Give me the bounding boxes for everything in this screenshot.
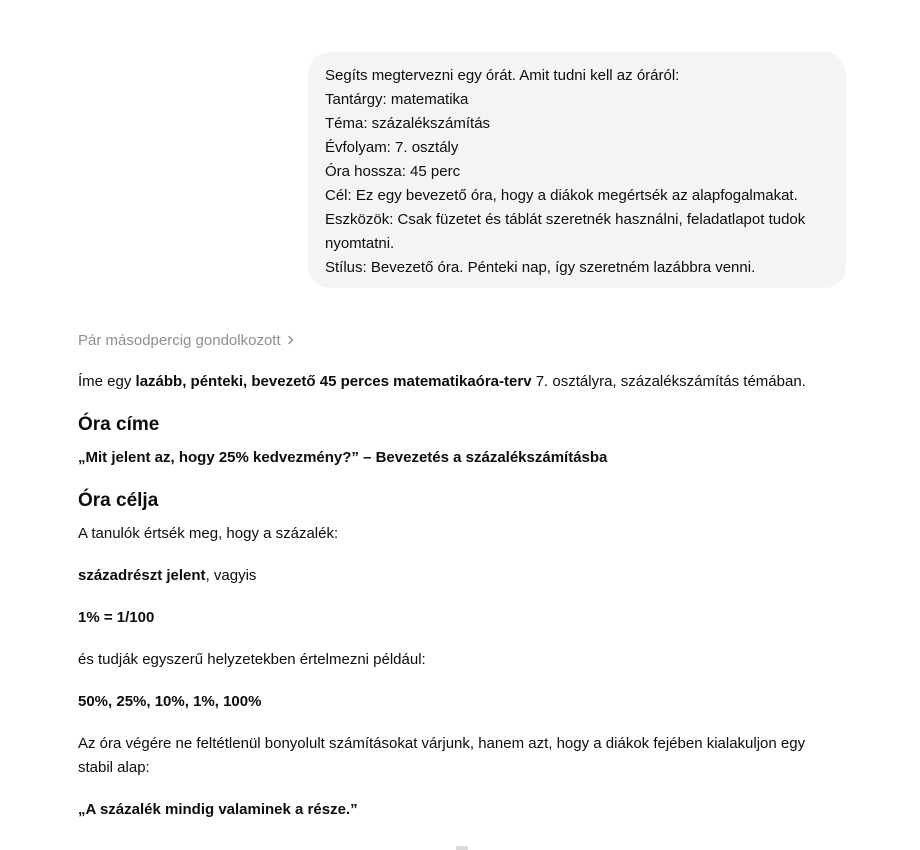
- intro-text: Íme egy: [78, 373, 136, 390]
- goal-bold-text: századrészt jelent: [78, 567, 206, 584]
- answer-intro: [78, 370, 838, 394]
- user-message-line: Stílus: Bevezető óra. Pénteki nap, így szeretném lazábbra venni.: [325, 259, 756, 276]
- lesson-title: „Mit jelent az, hogy 25% kedvezmény?” – Bevezetés a százalékszámításba: [78, 449, 608, 466]
- goal-quote: „A százalék mindig valaminek a része.”: [78, 801, 358, 818]
- thinking-label: Pár másodpercig gondolkozott: [78, 332, 281, 349]
- user-message-line: Téma: százalékszámítás: [325, 115, 491, 132]
- user-message-line: Tantárgy: matematika: [325, 91, 469, 108]
- user-message-line: Eszközök: Csak füzetet és táblát szeretnék használni, feladatlapot tudok nyomtatni.: [325, 211, 806, 252]
- user-message-line: Segíts megtervezni egy órát. Amit tudni kell az óráról:: [325, 67, 680, 84]
- user-message-bubble: [308, 52, 846, 288]
- section-heading-ora-celja: Óra célja: [78, 490, 159, 511]
- section-heading-ora-cime: Óra címe: [78, 414, 160, 435]
- user-message-line: Évfolyam: 7. osztály: [325, 139, 459, 156]
- user-message-line: Cél: Ez egy bevezető óra, hogy a diákok megértsék az alapfogalmakat.: [325, 187, 798, 204]
- goal-formula: 1% = 1/100: [78, 609, 155, 626]
- intro-text-end: 7. osztályra, százalékszámítás témában.: [531, 373, 806, 390]
- user-message-line: Óra hossza: 45 perc: [325, 163, 461, 180]
- scroll-indicator[interactable]: [456, 846, 468, 850]
- assistant-answer: [78, 370, 838, 840]
- intro-bold-text: lazább, pénteki, bevezető 45 perces matematikaóra-terv: [135, 373, 532, 390]
- goal-paragraph: A tanulók értsék meg, hogy a százalék:: [78, 525, 339, 542]
- goal-paragraph: Az óra végére ne feltétlenül bonyolult számításokat várjunk, hanem azt, hogy a diákok fejében kialakuljon egy stabil alap:: [78, 735, 806, 776]
- goal-paragraph: [78, 564, 838, 588]
- thinking-toggle[interactable]: [78, 330, 295, 352]
- chevron-right-icon: [287, 330, 295, 352]
- goal-examples: 50%, 25%, 10%, 1%, 100%: [78, 693, 262, 710]
- goal-text: , vagyis: [205, 567, 257, 584]
- goal-paragraph: és tudják egyszerű helyzetekben értelmezni például:: [78, 651, 426, 668]
